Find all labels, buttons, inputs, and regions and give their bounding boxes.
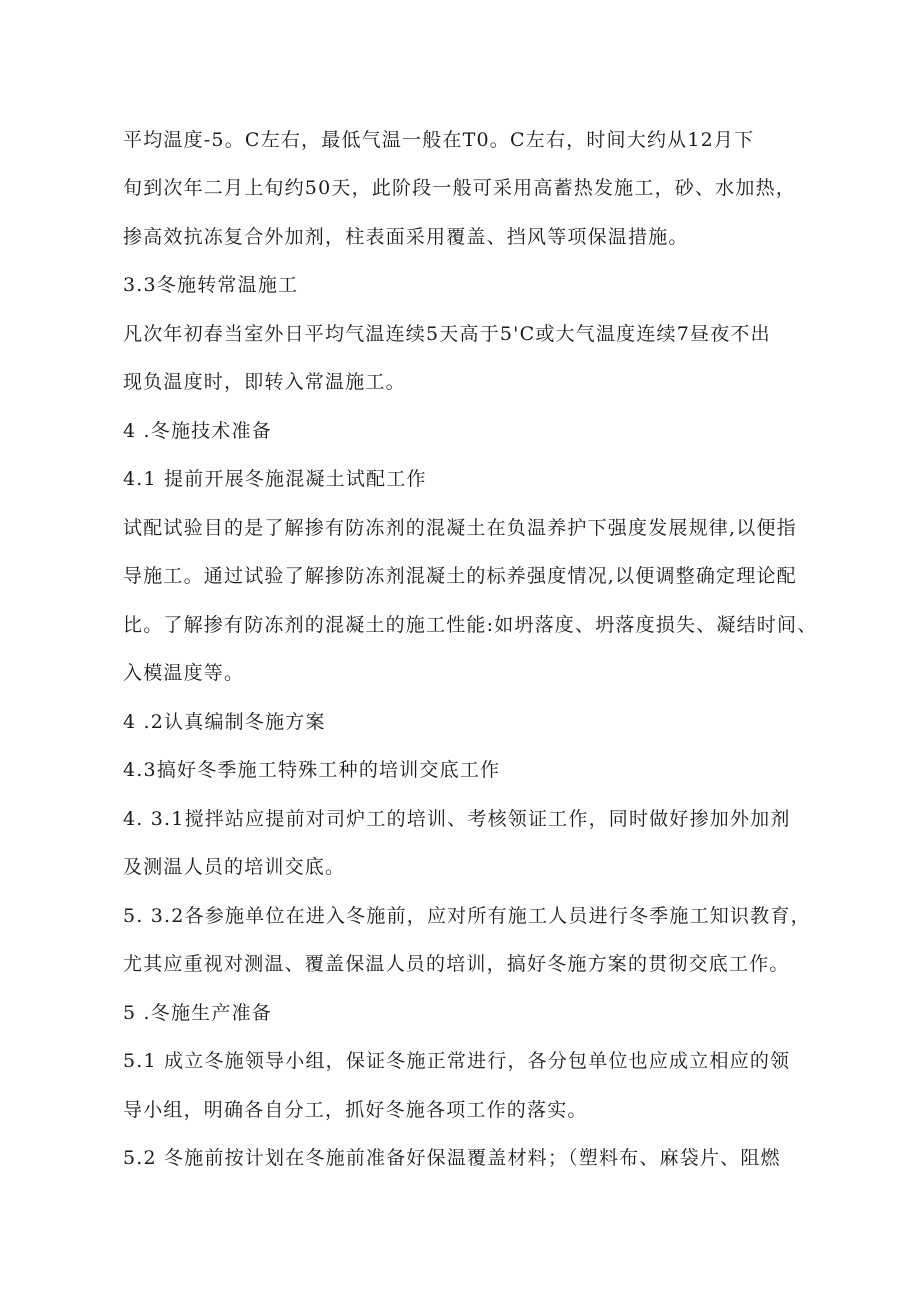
paragraph-line: 入模温度等。 [123, 662, 245, 684]
section-heading: 4.1 提前开展冬施混凝土试配工作 [123, 468, 427, 490]
paragraph-line: 5.1 成立冬施领导小组，保证冬施正常进行，各分包单位也应成立相应的领 [123, 1050, 791, 1072]
paragraph-line: 及测温人员的培训交底。 [123, 856, 346, 878]
section-heading: 4 .2认真编制冬施方案 [123, 711, 326, 733]
paragraph-line: 5. 3.2各参施单位在进入冬施前，应对所有施工人员进行冬季施工知识教育， [123, 905, 811, 927]
paragraph-line: 现负温度时，即转入常温施工。 [123, 371, 406, 393]
section-heading: 4.3搞好冬季施工特殊工种的培训交底工作 [123, 759, 501, 781]
paragraph-line: 尤其应重视对测温、覆盖保温人员的培训，搞好冬施方案的贯彻交底工作。 [123, 953, 790, 975]
paragraph-line: 凡次年初春当室外日平均气温连续5天高于5'C或大气温度连续7昼夜不出 [123, 323, 771, 345]
paragraph-line: 导小组，明确各自分工，抓好冬施各项工作的落实。 [123, 1099, 588, 1121]
paragraph-line: 平均温度-5。C左右，最低气温一般在T0。C左右，时间大约从12月下 [123, 129, 755, 151]
paragraph-line: 比。了解掺有防冻剂的混凝土的施工性能:如坍落度、坍落度损失、凝结时间、 [123, 614, 818, 636]
section-heading: 3.3冬施转常温施工 [123, 274, 299, 296]
paragraph-line: 掺高效抗冻复合外加剂，柱表面采用覆盖、挡风等项保温措施。 [123, 226, 689, 248]
paragraph-line: 导施工。通过试验了解掺防冻剂混凝土的标养强度情况,以便调整确定理论配 [123, 565, 797, 587]
paragraph-line: 5.2 冬施前按计划在冬施前准备好保温覆盖材料；（塑料布、麻袋片、阻燃 [123, 1147, 781, 1169]
paragraph-line: 旬到次年二月上旬约50天，此阶段一般可采用高蓄热发施工，砂、水加热， [123, 177, 796, 199]
section-heading: 5 .冬施生产准备 [123, 1002, 272, 1024]
section-heading: 4 .冬施技术准备 [123, 420, 272, 442]
paragraph-line: 4. 3.1搅拌站应提前对司炉工的培训、考核领证工作，同时做好掺加外加剂 [123, 808, 791, 830]
paragraph-line: 试配试验目的是了解掺有防冻剂的混凝土在负温养护下强度发展规律,以便指 [123, 517, 797, 539]
